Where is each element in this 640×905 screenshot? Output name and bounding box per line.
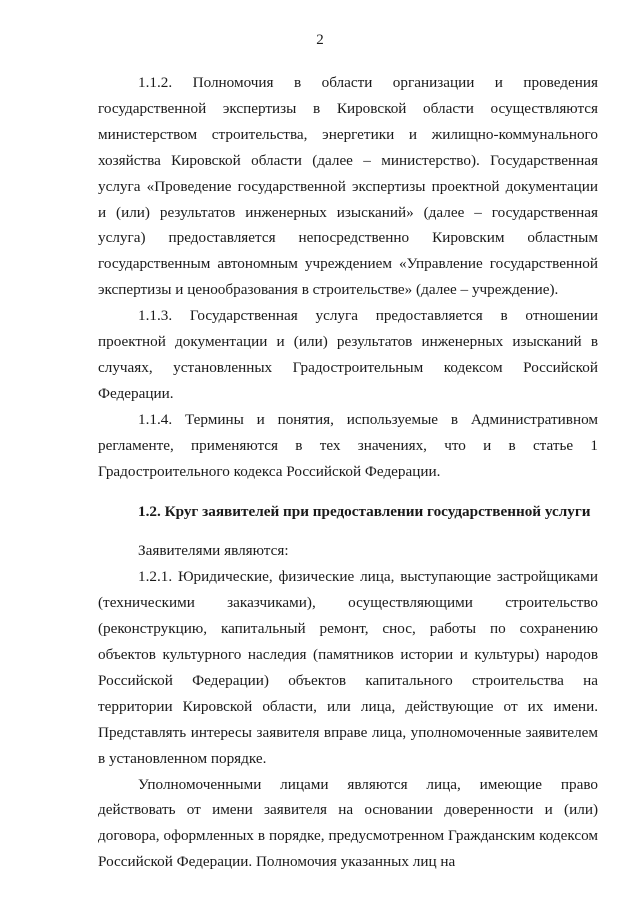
paragraph-1-1-2: 1.1.2. Полномочия в области организации и проведения государственной экспертизы в Кировской области осуществляются министерством строительства, энергетики и жилищно-коммунального хозяйства Кировской области (далее – министерство). Государственная услуга «Проведение государственной экспертизы проектной документации и (или) результатов инженерных изысканий» (далее – государственная услуга) предоставляется непосредственно Кировским областным государственным автономным учреждением «Управление государственной экспертизы и ценообразования в строительстве» (далее – учреждение). [98,74,598,299]
paragraph-applicants-intro: Заявителями являются: [138,542,289,560]
paragraph-1-1-4: 1.1.4. Термины и понятия, используемые в Административном регламенте, применяются в тех значениях, что и в статье 1 Градостроительного кодекса Российской Федерации. [98,410,598,480]
paragraph-1-1-3: 1.1.3. Государственная услуга предоставляется в отношении проектной документации и (или) результатов инженерных изысканий в случаях, установленных Градостроительным кодексом Российской Федерации. [98,307,598,402]
page-number: 2 [316,32,324,48]
paragraph-authorized-persons: Уполномоченными лицами являются лица, имеющие право действовать от имени заявителя на основании доверенности и (или) договора, оформленных в порядке, предусмотренном Гражданским кодексом Российской Федерации. Полномочия указанных лиц на [98,775,598,871]
document-body [98,70,598,875]
paragraph-1-2-1: 1.2.1. Юридические, физические лица, выступающие застройщиками (техническими заказчиками), осуществляющими строительство (реконструкцию, капитальный ремонт, снос, работы по сохранению объектов культурного наследия (памятников истории и культуры) народов Российской Федерации) объектов капитального строительства на территории Кировской области, или лица, действующие от их имени. Представлять интересы заявителя вправе лица, уполномоченные заявителем в установленном порядке. [98,568,598,767]
section-heading-1-2: 1.2. Круг заявителей при предоставлении государственной услуги [138,502,591,520]
